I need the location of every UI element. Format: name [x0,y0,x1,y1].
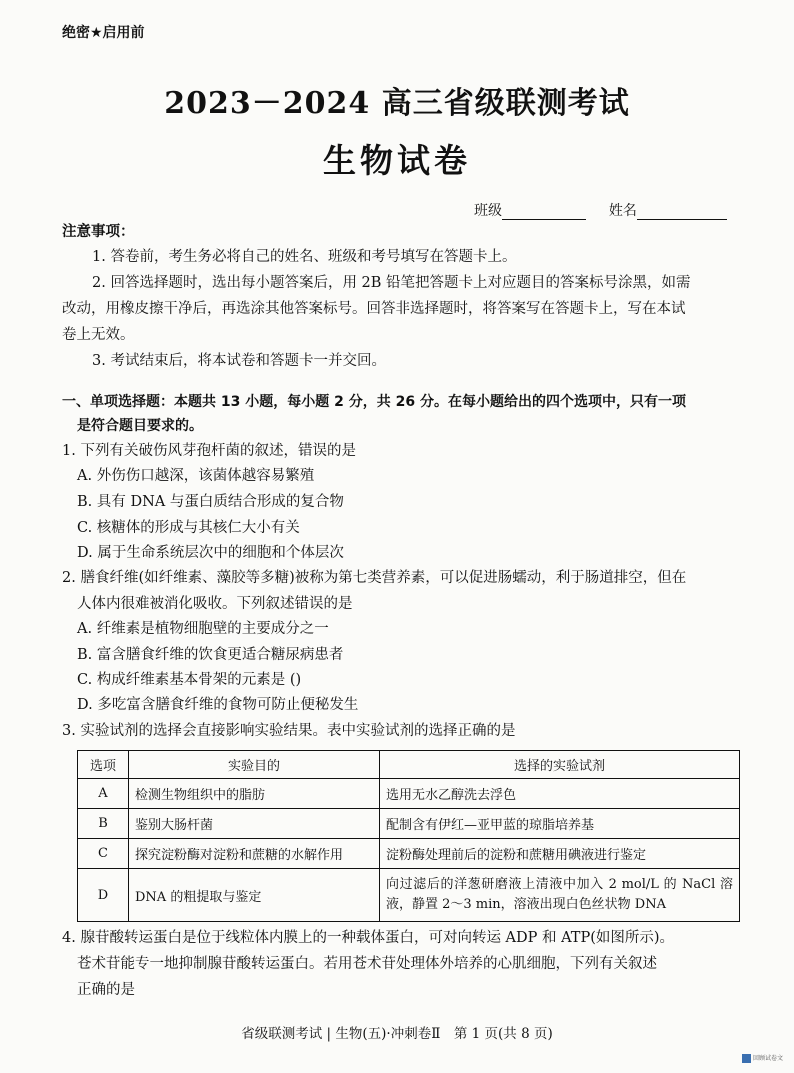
table-cell-purpose: 探究淀粉酶对淀粉和蔗糖的水解作用 [129,839,380,869]
q2-option-b: B. 富含膳食纤维的饮食更适合糖尿病患者 [77,647,344,663]
class-blank [502,205,586,220]
table-header-reagent: 选择的实验试剂 [380,751,740,779]
exam-title: 2023－2024 高三省级联测考试 [164,86,630,121]
table-cell-reagent: 配制含有伊红—亚甲蓝的琼脂培养基 [380,809,740,839]
table-cell-reagent: 选用无水乙醇洗去浮色 [380,779,740,809]
name-blank [637,205,727,220]
q1-option-d: D. 属于生命系统层次中的细胞和个体层次 [77,545,344,561]
subject-title: 生物试卷 [323,141,471,180]
table-cell-option: B [78,809,129,839]
note-1: 1. 答卷前，考生务必将自己的姓名、班级和考号填写在答题卡上。 [92,249,517,265]
section-1-heading: 一、单项选择题：本题共 13 小题，每小题 2 分，共 26 分。在每小题给出的四个选项中，只有一项 [62,394,686,410]
table-header-purpose: 实验目的 [129,751,380,779]
note-3: 3. 考试结束后，将本试卷和答题卡一并交回。 [92,353,386,369]
name-label: 姓名 [608,203,637,219]
table-cell-reagent: 向过滤后的洋葱研磨液上清液中加入 2 mol/L 的 NaCl 溶液，静置 2～3 min，溶液出现白色丝状物 DNA [380,869,740,922]
q2-option-c: C. 构成纤维素基本骨架的元素是 () [77,672,302,688]
section-1-heading-cont: 是符合题目要求的。 [77,418,203,434]
note-2-cont: 改动，用橡皮擦干净后，再选涂其他答案标号。回答非选择题时，将答案写在答题卡上，写在本试 [62,301,686,317]
page-footer: 省级联测考试 | 生物(五)·冲刺卷Ⅱ 第 1 页(共 8 页) [241,1026,553,1042]
notes-heading: 注意事项： [62,224,135,240]
table-header-row [78,751,740,779]
q1-option-a: A. 外伤伤口越深，该菌体越容易繁殖 [77,468,315,484]
q1-option-c: C. 核糖体的形成与其核仁大小有关 [77,520,300,536]
table-row [78,809,740,839]
class-name-fields [474,200,727,220]
table-cell-purpose: 鉴别大肠杆菌 [129,809,380,839]
class-label: 班级 [474,203,502,219]
table-row [78,869,740,922]
q2-option-d: D. 多吃富含膳食纤维的食物可防止便秘发生 [77,697,359,713]
table-cell-option: D [78,869,129,922]
q4-stem: 4. 腺苷酸转运蛋白是位于线粒体内膜上的一种载体蛋白，可对向转运 ADP 和 ATP(如图所示)。 [62,930,675,946]
note-2: 2. 回答选择题时，选出每小题答案后，用 2B 铅笔把答题卡上对应题目的答案标号涂黑，如需 [92,275,691,291]
watermark-logo [742,1053,783,1063]
note-2-cont2: 卷上无效。 [62,327,135,343]
logo-icon [742,1054,751,1063]
table-cell-reagent: 淀粉酶处理前后的淀粉和蔗糖用碘液进行鉴定 [380,839,740,869]
table-header-option: 选项 [78,751,129,779]
table-cell-option: C [78,839,129,869]
q4-stem-cont2: 正确的是 [77,982,135,998]
q2-stem-cont: 人体内很难被消化吸收。下列叙述错误的是 [77,596,353,612]
table-cell-purpose: DNA 的粗提取与鉴定 [129,869,380,922]
table-row [78,839,740,869]
table-cell-option: A [78,779,129,809]
q1-stem: 1. 下列有关破伤风芽孢杆菌的叙述，错误的是 [62,443,356,459]
q2-option-a: A. 纤维素是植物细胞壁的主要成分之一 [77,621,329,637]
table-row [78,779,740,809]
q4-stem-cont: 苍术苷能专一地抑制腺苷酸转运蛋白。若用苍术苷处理体外培养的心肌细胞，下列有关叙述 [77,956,657,972]
q3-table [77,750,740,922]
confidential-mark: 绝密★启用前 [62,25,145,41]
q1-option-b: B. 具有 DNA 与蛋白质结合形成的复合物 [77,494,344,510]
logo-text: 回顾试卷文 [753,1055,784,1062]
q3-stem: 3. 实验试剂的选择会直接影响实验结果。表中实验试剂的选择正确的是 [62,723,516,739]
q2-stem: 2. 膳食纤维(如纤维素、藻胶等多糖)被称为第七类营养素，可以促进肠蠕动，利于肠道排空，但在 [62,570,687,586]
table-cell-purpose: 检测生物组织中的脂肪 [129,779,380,809]
